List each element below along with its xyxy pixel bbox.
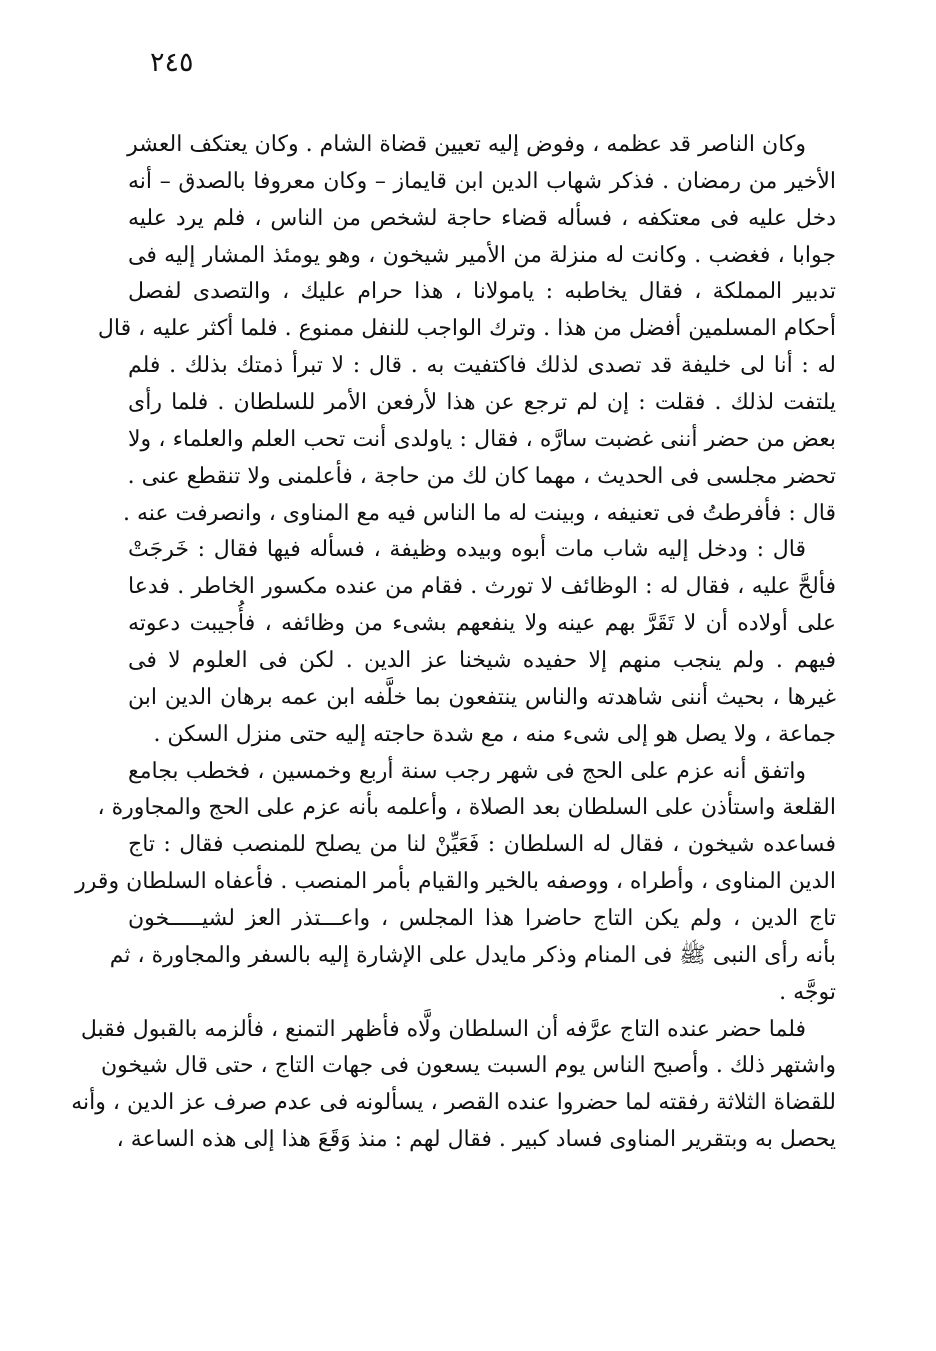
text-line: يحصل به وبتقرير المناوى فساد كبير . فقال لهم : منذ وَقَعَ هذا إلى هذه الساعة ، [116,1127,836,1153]
body-text [71,127,836,1159]
text-line: جوابا ، فغضب . وكانت له منزلة من الأمير شيخون ، وهو يومئذ المشار إليه فى [128,242,836,268]
text-line: فساعده شيخون ، فقال له السلطان : فَعَيِّنْ لنا من يصلح للمنصب فقال : تاج [128,832,836,858]
text-line: دخل عليه فى معتكفه ، فسأله قضاء حاجة لشخص من الناس ، فلم يرد عليه [128,205,836,231]
text-line: بعض من حضر أننى غضبت سارَّه ، فقال : ياولدى أنت تحب العلم والعلماء ، ولا [128,426,836,452]
text-line: أحكام المسلمين أفضل من هذا . وترك الواجب للنفل ممنوع . فلما أكثر عليه ، قال [97,316,836,342]
text-line: على أولاده أن لا تَقَرَّ بهم عينه ولا ينفعهم بشىء من وظائفه ، فأُجيبت دعوته [128,611,836,637]
text-line: بأنه رأى النبى ﷺ فى المنام وذكر مايدل على الإشارة إليه بالسفر والمجاورة ، ثم [109,942,836,968]
page-number: ٢٤٥ [150,47,194,78]
text-line: القلعة واستأذن على السلطان بعد الصلاة ، وأعلمه بأنه عزم على الحج والمجاورة ، [97,795,836,821]
text-line: له : أنا لى خليفة قد تصدى لذلك فاكتفيت به . قال : لا تبرأ ذمتك بذلك . فلم [128,353,836,379]
text-line: فلما حضر عنده التاج عرَّفه أن السلطان ولَّاه فأظهر التمنع ، فألزمه بالقبول فقبل [80,1016,806,1042]
text-line: تاج الدين ، ولم يكن التاج حاضرا هذا المجلس ، واعـــتذر العز لشيـــــخون [128,906,836,932]
text-line: غيرها ، بحيث أننى شاهدته والناس ينتفعون بما خلَّفه ابن عمه برهان الدين ابن [128,684,836,710]
text-line: تحضر مجلسى فى الحديث ، مهما كان لك من حاجة ، فأعلمنى ولا تنقطع عنى . [127,463,836,489]
text-line: واشتهر ذلك . وأصبح الناس يوم السبت يسعون فى جهات التاج ، حتى قال شيخون [100,1053,836,1079]
text-line: يلتفت لذلك . فقلت : إن لم ترجع عن هذا لأرفعن الأمر للسلطان . فلما رأى [128,390,836,416]
text-line: تدبير المملكة ، فقال يخاطبه : يامولانا ، هذا حرام عليك ، والتصدى لفصل [128,279,836,305]
text-line: الدين المناوى ، وأطراه ، ووصفه بالخير والقيام بأمر المنصب . فأعفاه السلطان وقرر [75,869,836,895]
text-line: توجَّه . [779,979,836,1005]
text-line: واتفق أنه عزم على الحج فى شهر رجب سنة أربع وخمسين ، فخطب بجامع [128,758,806,784]
text-line: وكان الناصر قد عظمه ، وفوض إليه تعيين قضاة الشام . وكان يعتكف العشر [127,132,806,157]
text-line: الأخير من رمضان . فذكر شهاب الدين ابن قايماز – وكان معروفا بالصدق – أنه [128,168,836,194]
text-line: فيهم . ولم ينجب منهم إلا حفيده شيخنا عز الدين . لكن فى العلوم لا فى [128,648,836,674]
text-line: قال : فأفرطتُ فى تعنيفه ، وبينت له ما الناس فيه مع المناوى ، وانصرفت عنه . [122,500,836,526]
text-line: جماعة ، ولا يصل هو إلى شىء منه ، مع شدة حاجته إليه حتى منزل السكن . [153,721,836,747]
text-line: للقضاة الثلاثة رفقته لما حضروا عنده القصر ، يسألونه فى عدم صرف عز الدين ، وأنه [71,1090,836,1116]
text-line: فألحَّ عليه ، فقال له : الوظائف لا تورث . فقام من عنده مكسور الخاطر . فدعا [128,574,836,600]
text-line: قال : ودخل إليه شاب مات أبوه وبيده وظيفة ، فسأله فيها فقال : خَرجَتْ [128,537,806,563]
